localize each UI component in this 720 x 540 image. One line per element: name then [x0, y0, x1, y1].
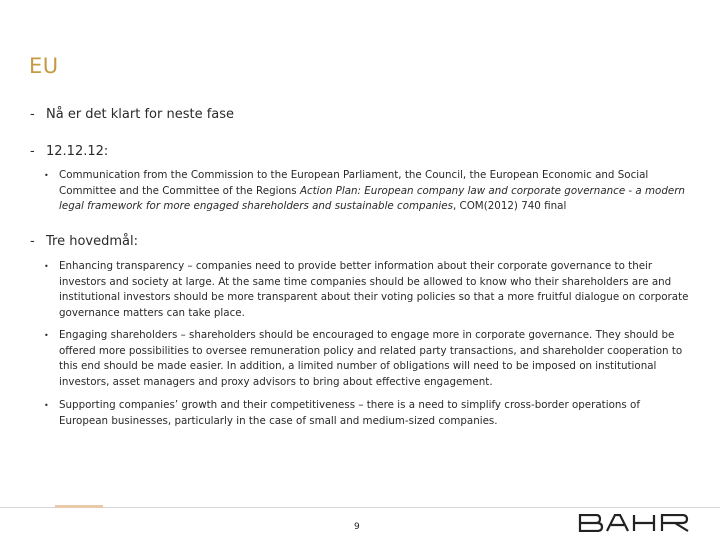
- bullet-date: [30, 144, 108, 159]
- text-part: Communication from the Commission to the European Parliament, the Council, the European Economic and Social Committee and the Committee of the Regions: [59, 169, 649, 197]
- sub-bullet-engaging: [44, 328, 692, 390]
- page-number: 9: [354, 522, 360, 532]
- bullet-text: Tre hovedmål:: [46, 234, 138, 249]
- bullet-next-phase: [30, 107, 234, 122]
- bullet-text: Nå er det klart for neste fase: [46, 107, 235, 122]
- text-part: , COM(2012) 740 final: [452, 200, 567, 213]
- bullet-dot: •: [44, 331, 49, 340]
- bullet-dot: •: [44, 401, 49, 410]
- dash-marker: -: [30, 234, 35, 249]
- bullet-main-goals: [30, 234, 138, 249]
- sub-bullet-supporting: [44, 398, 692, 429]
- bullet-dot: •: [44, 262, 49, 271]
- bullet-dot: •: [44, 171, 49, 180]
- sub-bullet-text: Enhancing transparency – companies need to provide better information about their corporate governance to their investors and society at large. At the same time companies should be allowed to know who their shareholders are and institutional investors should be more transparent about their voting policies so that a more fruitful dialogue on corporate governance matters can take place.: [59, 260, 689, 319]
- dash-marker: -: [30, 107, 35, 122]
- bullet-text: 12.12.12:: [46, 144, 109, 159]
- footer-accent-bar: [55, 505, 103, 508]
- dash-marker: -: [30, 144, 35, 159]
- footer-divider: [0, 507, 720, 508]
- sub-bullet-text: Supporting companies’ growth and their competitiveness – there is a need to simplify cross-border operations of European businesses, particularly in the case of small and medium-sized companies.: [59, 399, 640, 427]
- sub-bullet-transparency: [44, 259, 692, 321]
- sub-bullet-text: [59, 168, 692, 215]
- sub-bullet-communication: [44, 168, 692, 215]
- bahr-logo: [578, 514, 690, 532]
- slide-title: EU: [29, 54, 59, 78]
- sub-bullet-text: Engaging shareholders – shareholders should be encouraged to engage more in corporate governance. They should be offered more possibilities to oversee remuneration policy and related party transactions, and shareholder cooperation to this end should be made easier. In addition, a limited number of obligations will need to be imposed on institutional investors, asset managers and proxy advisors to bring about effective engagement.: [59, 329, 683, 388]
- italic-title: Action Plan: European company law and corporate governance - a modern legal framework for more engaged shareholders and sustainable companies: [59, 184, 685, 213]
